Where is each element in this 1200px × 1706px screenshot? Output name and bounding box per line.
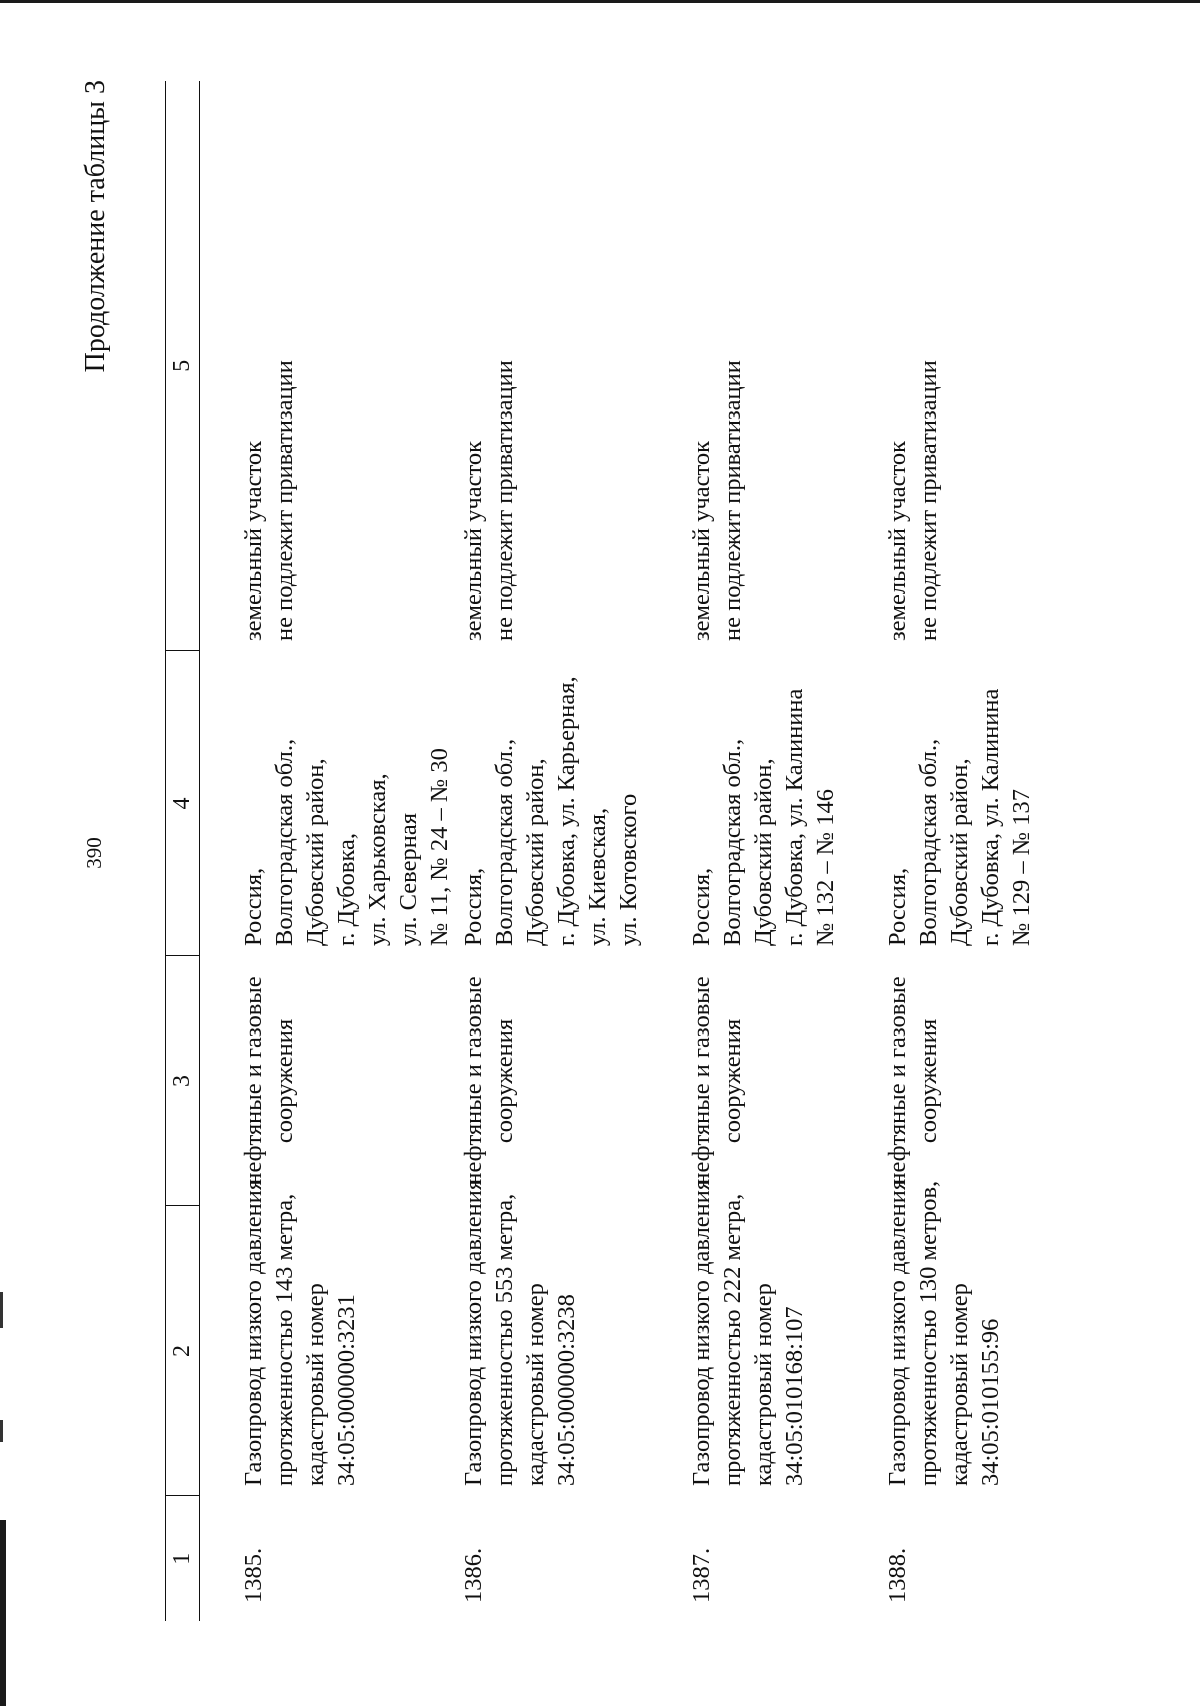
text-line: Дубовский район, <box>946 758 973 946</box>
text-line: Газопровод низкого давления <box>240 1178 267 1486</box>
object-address <box>458 651 686 956</box>
text-line: ул. Харьковская, <box>364 773 391 946</box>
text-line: Россия, <box>460 867 487 946</box>
object-name <box>686 1178 882 1496</box>
text-line: сооружения <box>915 1018 942 1144</box>
object-name <box>882 1178 1037 1496</box>
object-name <box>458 1178 686 1496</box>
row-number: 1385. <box>240 1547 267 1603</box>
object-note <box>458 81 686 651</box>
text-line: ул. Котовского <box>615 793 642 946</box>
text-line: нефтяные и газовые <box>884 976 911 1186</box>
text-line: 34:05:010168:107 <box>781 1306 808 1486</box>
object-type <box>686 956 882 1206</box>
text-line: Газопровод низкого давления <box>688 1178 715 1486</box>
text-line: Россия, <box>884 867 911 946</box>
text-line: г. Дубовка, ул. Калинина <box>781 688 808 946</box>
text-line: Волгоградская обл., <box>491 738 518 946</box>
text-line: протяженностью 222 метра, <box>719 1193 746 1486</box>
row-number: 1388. <box>884 1547 911 1603</box>
text-line: г. Дубовка, <box>333 833 360 946</box>
text-line: нефтяные и газовые <box>688 976 715 1186</box>
text-line: земельный участок <box>688 441 715 641</box>
table-row <box>882 81 1037 1621</box>
object-name <box>200 1178 459 1496</box>
column-header: 3 <box>166 956 200 1206</box>
text-line: протяженностью 130 метров, <box>915 1180 942 1486</box>
text-line: не подлежит приватизации <box>271 360 298 641</box>
text-line: кадастровый номер <box>302 1283 329 1486</box>
text-line: земельный участок <box>884 441 911 641</box>
text-line: 34:05:010155:96 <box>977 1318 1004 1486</box>
text-line: Дубовский район, <box>522 758 549 946</box>
text-line: ул. Киевская, <box>584 807 611 946</box>
text-line: Волгоградская обл., <box>271 738 298 946</box>
text-line: сооружения <box>271 1018 298 1144</box>
text-line: Волгоградская обл., <box>719 738 746 946</box>
text-line: Дубовский район, <box>302 758 329 946</box>
column-header: 1 <box>166 1496 200 1621</box>
text-line: г. Дубовка, ул. Карьерная, <box>553 676 580 946</box>
page-number: 390 <box>82 837 106 869</box>
column-header: 4 <box>166 651 200 956</box>
text-line: кадастровый номер <box>750 1283 777 1486</box>
text-line: Волгоградская обл., <box>915 738 942 946</box>
text-line: кадастровый номер <box>522 1283 549 1486</box>
text-line: сооружения <box>491 1018 518 1144</box>
text-line: земельный участок <box>240 441 267 641</box>
text-line: протяженностью 553 метра, <box>491 1193 518 1486</box>
text-line: нефтяные и газовые <box>460 976 487 1186</box>
text-line: 34:05:000000:3231 <box>333 1294 360 1486</box>
text-line: ул. Северная <box>395 813 422 946</box>
text-line: кадастровый номер <box>946 1283 973 1486</box>
text-line: Газопровод низкого давления <box>460 1178 487 1486</box>
table-row <box>200 81 459 1621</box>
text-line: № 11, № 24 – № 30 <box>426 748 453 946</box>
text-line: протяженностью 143 метра, <box>271 1193 298 1486</box>
text-line: Дубовский район, <box>750 758 777 946</box>
text-line: не подлежит приватизации <box>915 360 942 641</box>
text-line: земельный участок <box>460 441 487 641</box>
object-type <box>458 956 686 1206</box>
column-header: 5 <box>166 81 200 651</box>
text-line: Россия, <box>240 867 267 946</box>
text-line: 34:05:000000:3238 <box>553 1294 580 1486</box>
text-line: нефтяные и газовые <box>240 976 267 1186</box>
row-number: 1387. <box>688 1547 715 1603</box>
column-header: 2 <box>166 1206 200 1496</box>
object-address <box>882 651 1037 956</box>
text-line: г. Дубовка, ул. Калинина <box>977 688 1004 946</box>
table-caption: Продолжение таблицы 3 <box>80 80 111 373</box>
object-address <box>200 651 459 956</box>
row-number: 1386. <box>460 1547 487 1603</box>
text-line: Россия, <box>688 867 715 946</box>
property-table <box>165 81 1037 1621</box>
table-row <box>686 81 882 1621</box>
object-type <box>200 956 459 1206</box>
text-line: не подлежит приватизации <box>719 360 746 641</box>
object-type <box>882 956 1037 1206</box>
object-address <box>686 651 882 956</box>
text-line: № 129 – № 137 <box>1008 788 1035 946</box>
object-note <box>686 81 882 651</box>
text-line: № 132 – № 146 <box>812 788 839 946</box>
text-line: сооружения <box>719 1018 746 1144</box>
text-line: не подлежит приватизации <box>491 360 518 641</box>
text-line: Газопровод низкого давления <box>884 1178 911 1486</box>
column-number-row <box>166 81 200 1621</box>
table-row <box>458 81 686 1621</box>
object-note <box>882 81 1037 651</box>
object-note <box>200 81 459 651</box>
